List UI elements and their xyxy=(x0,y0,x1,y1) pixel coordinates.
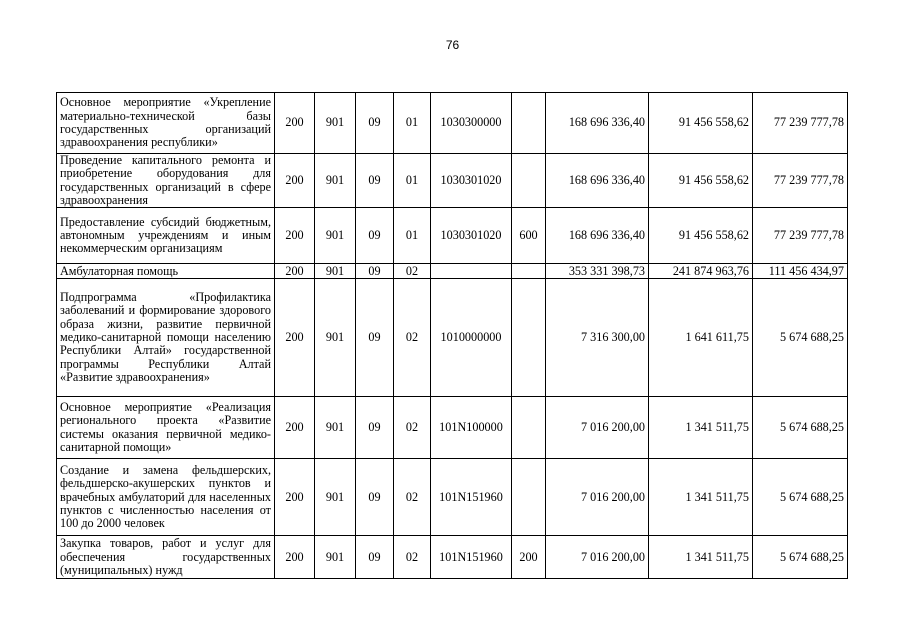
col-amount-total: 7 016 200,00 xyxy=(546,397,649,459)
col-subsection: 02 xyxy=(394,397,431,459)
col-expense-type xyxy=(512,279,546,397)
col-amount-federal: 1 641 611,75 xyxy=(649,279,753,397)
col-admin: 200 xyxy=(275,264,315,279)
col-ministry: 901 xyxy=(315,154,356,208)
row-name: Амбулаторная помощь xyxy=(57,264,275,279)
col-ministry: 901 xyxy=(315,536,356,579)
col-expense-type xyxy=(512,93,546,154)
col-section: 09 xyxy=(356,397,394,459)
col-target-code: 101N100000 xyxy=(431,397,512,459)
col-amount-total: 7 016 200,00 xyxy=(546,459,649,536)
row-name: Создание и замена фельдшерских, фельдшерско-акушерских пунктов и врачебных амбулаторий для населенных пунктов с численностью населения от 100 до 2000 человек xyxy=(57,459,275,536)
col-expense-type xyxy=(512,154,546,208)
row-name: Подпрограмма «Профилактика заболеваний и формирование здорового образа жизни, развитие первичной медико-санитарной помощи населению Республики Алтай» государственной программы Республики Алтай «Развитие здравоохранения» xyxy=(57,279,275,397)
col-amount-total: 168 696 336,40 xyxy=(546,154,649,208)
col-section: 09 xyxy=(356,264,394,279)
col-amount-total: 168 696 336,40 xyxy=(546,93,649,154)
col-expense-type xyxy=(512,459,546,536)
col-amount-total: 7 316 300,00 xyxy=(546,279,649,397)
row-name: Основное мероприятие «Реализация регионального проекта «Развитие системы оказания первичной медико-санитарной помощи» xyxy=(57,397,275,459)
col-ministry: 901 xyxy=(315,264,356,279)
row-name: Основное мероприятие «Укрепление материально-технической базы государственных организаций здравоохранения республики» xyxy=(57,93,275,154)
col-subsection: 01 xyxy=(394,154,431,208)
col-expense-type: 600 xyxy=(512,208,546,264)
col-admin: 200 xyxy=(275,279,315,397)
col-amount-federal: 241 874 963,76 xyxy=(649,264,753,279)
col-expense-type xyxy=(512,264,546,279)
table-row xyxy=(57,536,848,579)
col-section: 09 xyxy=(356,459,394,536)
col-target-code: 101N151960 xyxy=(431,536,512,579)
col-amount-regional: 5 674 688,25 xyxy=(753,459,848,536)
col-subsection: 02 xyxy=(394,264,431,279)
row-name: Закупка товаров, работ и услуг для обеспечения государственных (муниципальных) нужд xyxy=(57,536,275,579)
col-subsection: 01 xyxy=(394,93,431,154)
budget-table xyxy=(56,92,848,579)
col-admin: 200 xyxy=(275,154,315,208)
col-subsection: 02 xyxy=(394,279,431,397)
col-amount-federal: 91 456 558,62 xyxy=(649,208,753,264)
col-target-code: 1030300000 xyxy=(431,93,512,154)
table-row xyxy=(57,93,848,154)
col-amount-federal: 1 341 511,75 xyxy=(649,536,753,579)
table-row xyxy=(57,397,848,459)
col-target-code: 101N151960 xyxy=(431,459,512,536)
col-subsection: 02 xyxy=(394,459,431,536)
page-number: 76 xyxy=(445,38,460,52)
col-amount-regional: 5 674 688,25 xyxy=(753,397,848,459)
col-amount-regional: 77 239 777,78 xyxy=(753,208,848,264)
col-section: 09 xyxy=(356,208,394,264)
col-amount-regional: 5 674 688,25 xyxy=(753,536,848,579)
col-admin: 200 xyxy=(275,459,315,536)
table-row xyxy=(57,208,848,264)
col-target-code: 1010000000 xyxy=(431,279,512,397)
col-target-code xyxy=(431,264,512,279)
col-amount-regional: 5 674 688,25 xyxy=(753,279,848,397)
col-admin: 200 xyxy=(275,397,315,459)
col-amount-total: 7 016 200,00 xyxy=(546,536,649,579)
col-target-code: 1030301020 xyxy=(431,154,512,208)
col-admin: 200 xyxy=(275,208,315,264)
col-subsection: 01 xyxy=(394,208,431,264)
col-ministry: 901 xyxy=(315,459,356,536)
table-row xyxy=(57,154,848,208)
col-amount-federal: 91 456 558,62 xyxy=(649,93,753,154)
col-section: 09 xyxy=(356,536,394,579)
row-name: Проведение капитального ремонта и приобретение оборудования для государственных организаций в сфере здравоохранения xyxy=(57,154,275,208)
col-amount-total: 168 696 336,40 xyxy=(546,208,649,264)
col-amount-federal: 91 456 558,62 xyxy=(649,154,753,208)
row-name: Предоставление субсидий бюджетным, автономным учреждениям и иным некоммерческим организациям xyxy=(57,208,275,264)
col-amount-federal: 1 341 511,75 xyxy=(649,397,753,459)
col-target-code: 1030301020 xyxy=(431,208,512,264)
col-amount-total: 353 331 398,73 xyxy=(546,264,649,279)
col-ministry: 901 xyxy=(315,208,356,264)
col-amount-regional: 77 239 777,78 xyxy=(753,93,848,154)
col-ministry: 901 xyxy=(315,279,356,397)
col-amount-regional: 111 456 434,97 xyxy=(753,264,848,279)
col-expense-type xyxy=(512,397,546,459)
col-expense-type: 200 xyxy=(512,536,546,579)
col-ministry: 901 xyxy=(315,93,356,154)
col-ministry: 901 xyxy=(315,397,356,459)
col-subsection: 02 xyxy=(394,536,431,579)
col-section: 09 xyxy=(356,93,394,154)
col-admin: 200 xyxy=(275,93,315,154)
table-row xyxy=(57,279,848,397)
col-admin: 200 xyxy=(275,536,315,579)
col-amount-regional: 77 239 777,78 xyxy=(753,154,848,208)
col-amount-federal: 1 341 511,75 xyxy=(649,459,753,536)
col-section: 09 xyxy=(356,154,394,208)
col-section: 09 xyxy=(356,279,394,397)
table-row xyxy=(57,459,848,536)
table-row xyxy=(57,264,848,279)
